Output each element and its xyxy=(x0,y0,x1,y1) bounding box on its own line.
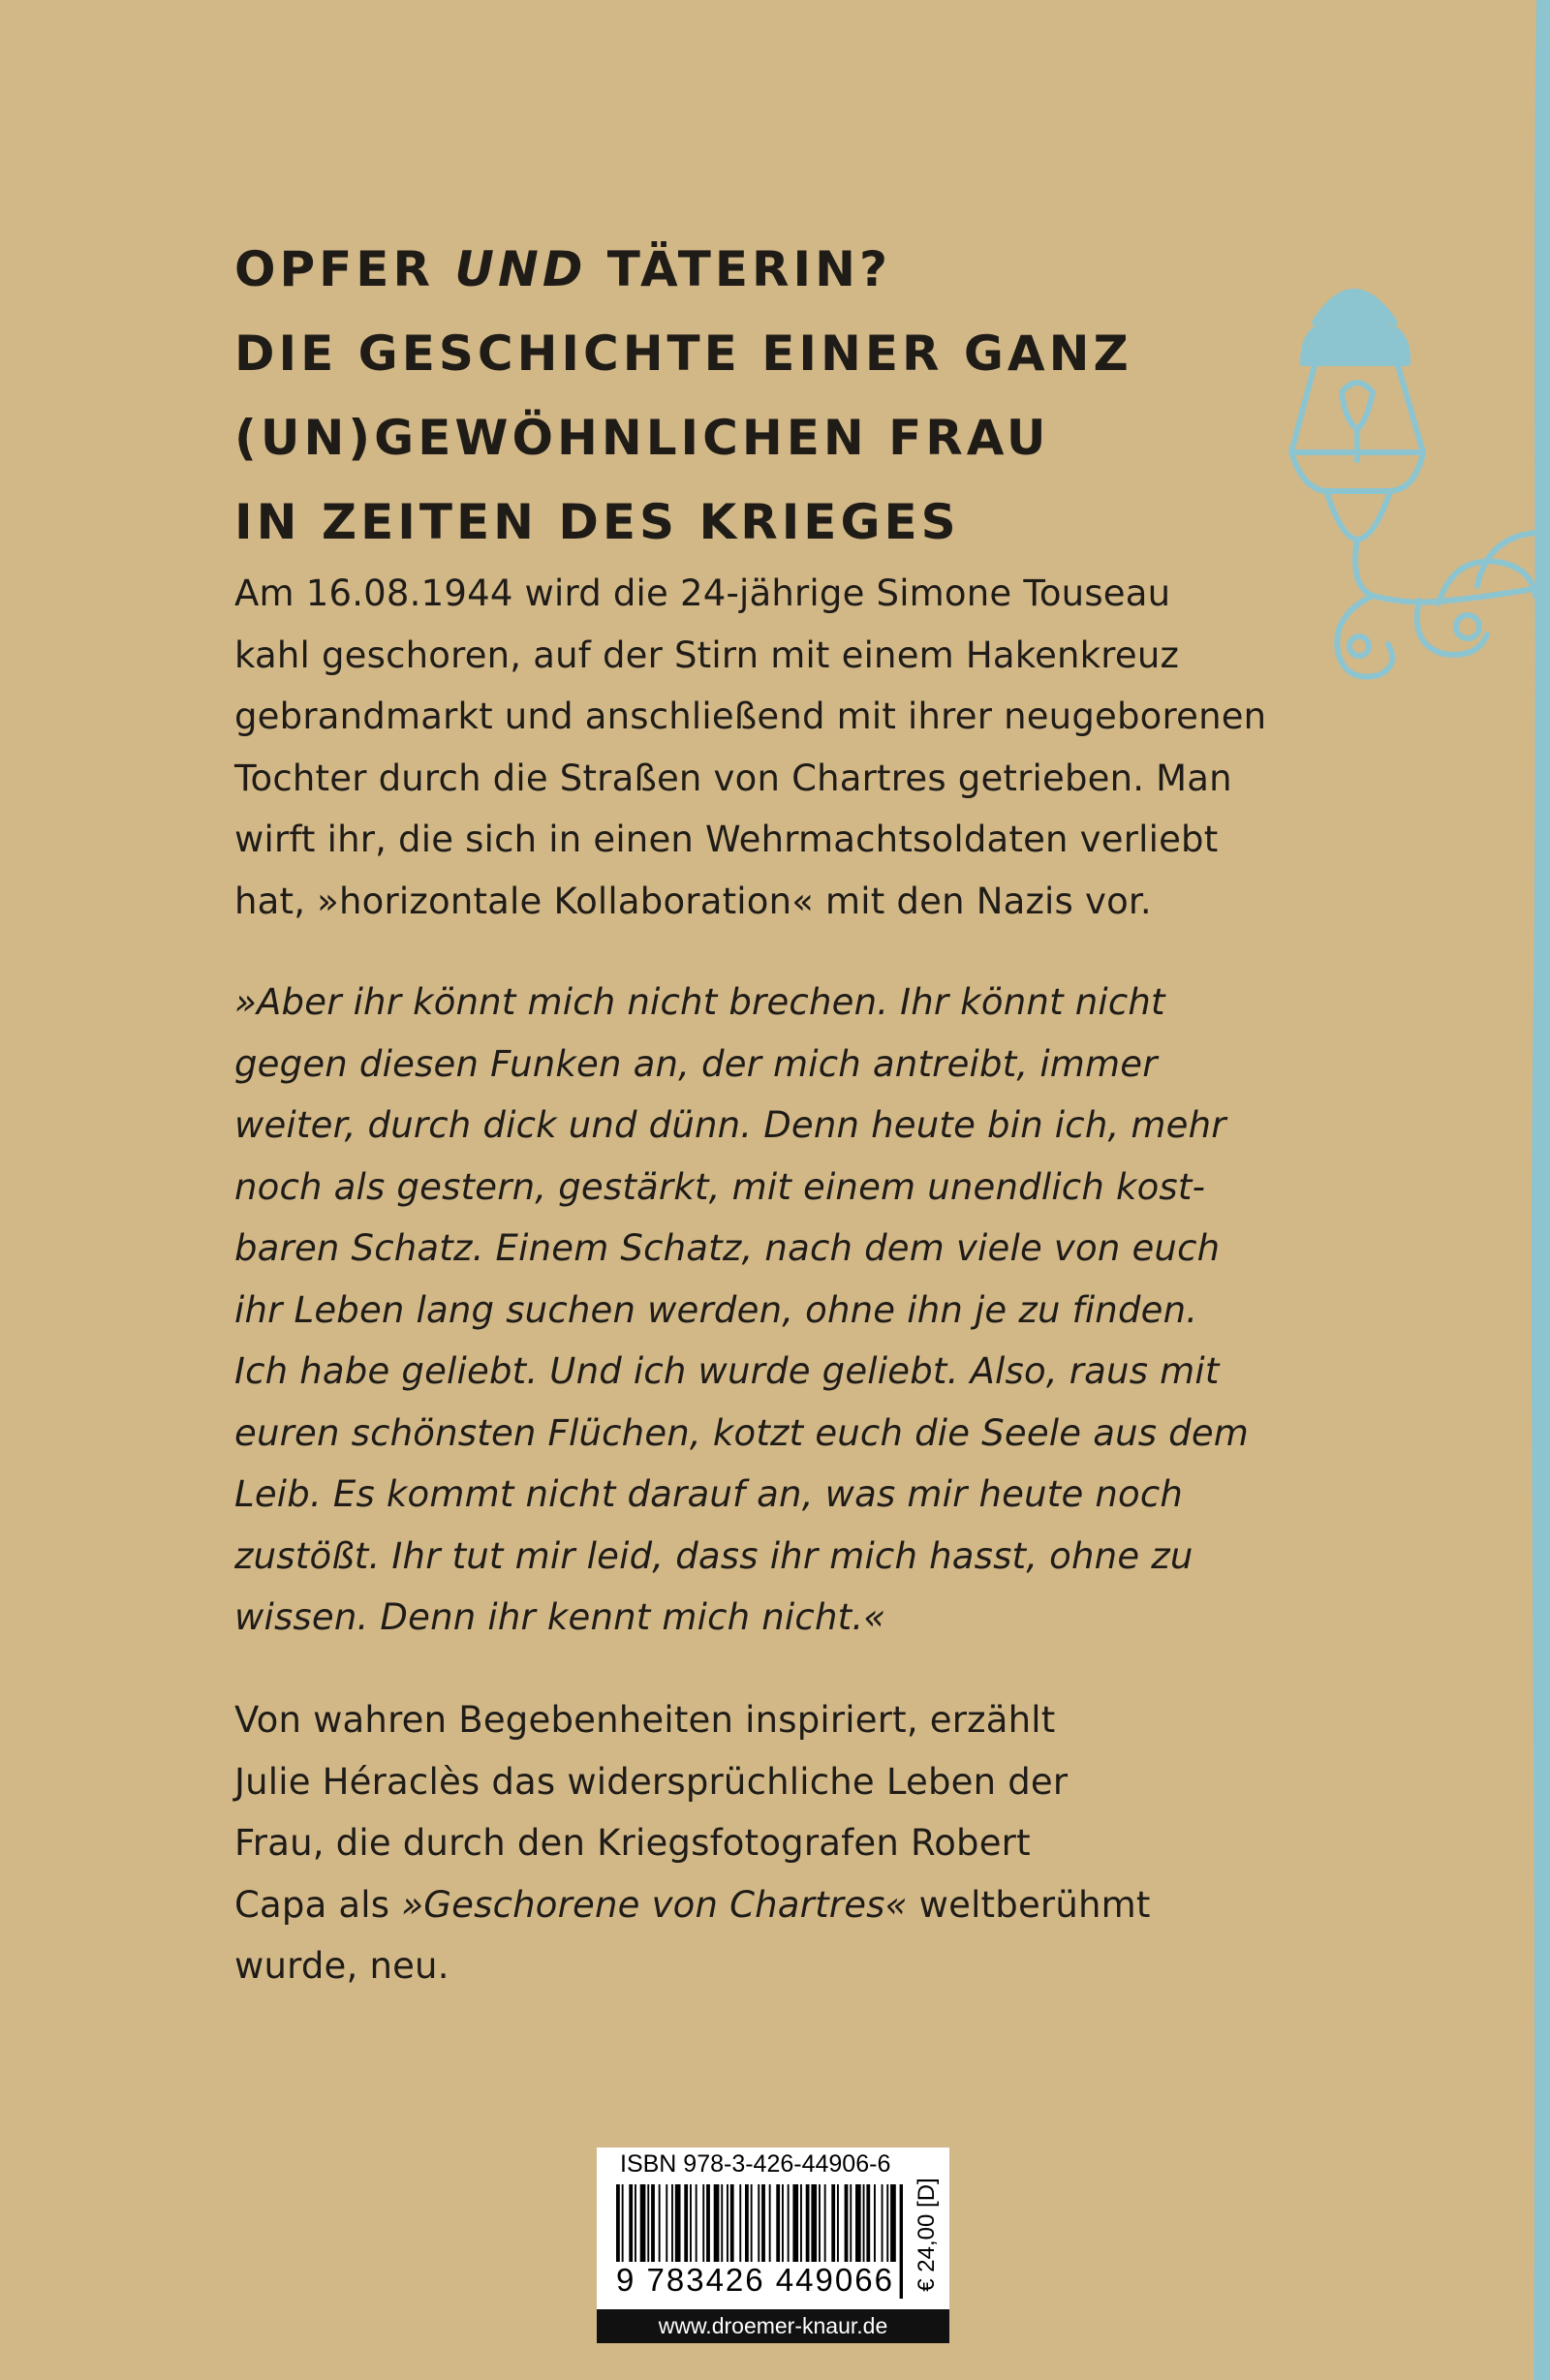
outro-line: Von wahren Begebenheiten inspiriert, erzählt xyxy=(234,1699,1056,1741)
isbn-number: ISBN 978-3-426-44906-6 xyxy=(620,2150,891,2178)
headline-line-3: (UN)GEWÖHNLICHEN FRAU xyxy=(234,410,1050,466)
price-label xyxy=(909,2167,946,2303)
barcode-digits: 9 783426 449066 xyxy=(616,2262,894,2298)
outro-paragraph xyxy=(234,1689,1329,1997)
price-text: € 24,00 [D] xyxy=(914,2178,940,2292)
quote-line: noch als gestern, gestärkt, mit einem unendlich kost- xyxy=(234,1165,1206,1208)
quote-line: zustößt. Ihr tut mir leid, dass ihr mich hasst, ohne zu xyxy=(234,1534,1194,1577)
headline-line-2: DIE GESCHICHTE EINER GANZ xyxy=(234,325,1132,382)
quote-line: gegen diesen Funken an, der mich antreibt, immer xyxy=(234,1042,1158,1085)
quote-line: wissen. Denn ihr kennt mich nicht.« xyxy=(234,1596,886,1638)
headline-line-1: OPFER UND TÄTERIN? xyxy=(234,241,891,297)
headline xyxy=(234,228,1252,565)
quote-line: weiter, durch dick und dünn. Denn heute bin ich, mehr xyxy=(234,1104,1226,1146)
quote-paragraph xyxy=(234,972,1329,1649)
headline-emphasis: UND xyxy=(454,241,587,297)
intro-line: hat, »horizontale Kollaboration« mit den Nazis vor. xyxy=(234,880,1152,922)
intro-paragraph xyxy=(234,563,1329,932)
intro-line: kahl geschoren, auf der Stirn mit einem Hakenkreuz xyxy=(234,634,1180,676)
publisher-website: www.droemer-knaur.de xyxy=(597,2309,949,2343)
quote-line: Leib. Es kommt nicht darauf an, was mir heute noch xyxy=(234,1473,1184,1515)
intro-line: Tochter durch die Straßen von Chartres getrieben. Man xyxy=(234,757,1232,799)
barcode-label xyxy=(597,2148,949,2309)
outro-line: Capa als »Geschorene von Chartres« weltberühmt xyxy=(234,1883,1151,1926)
outro-line: Julie Héraclès das widersprüchliche Leben der xyxy=(234,1760,1069,1803)
headline-line-4: IN ZEITEN DES KRIEGES xyxy=(234,494,960,550)
quote-line: ihr Leben lang suchen werden, ohne ihn je zu finden. xyxy=(234,1288,1198,1331)
quote-line: Ich habe geliebt. Und ich wurde geliebt. Also, raus mit xyxy=(234,1350,1220,1392)
outro-line: Frau, die durch den Kriegsfotografen Robert xyxy=(234,1822,1031,1864)
quote-line: baren Schatz. Einem Schatz, nach dem viele von euch xyxy=(234,1227,1221,1269)
intro-line: gebrandmarkt und anschließend mit ihrer neugeborenen xyxy=(234,695,1267,737)
book-title-reference: »Geschorene von Chartres« xyxy=(401,1883,908,1926)
intro-line: Am 16.08.1944 wird die 24-jährige Simone Touseau xyxy=(234,572,1171,614)
barcode-stripe xyxy=(900,2184,903,2299)
intro-line: wirft ihr, die sich in einen Wehrmachtsoldaten verliebt xyxy=(234,819,1219,860)
quote-line: »Aber ihr könnt mich nicht brechen. Ihr könnt nicht xyxy=(234,981,1165,1023)
quote-line: euren schönsten Flüchen, kotzt euch die Seele aus dem xyxy=(234,1411,1250,1454)
outro-line: wurde, neu. xyxy=(234,1945,450,1987)
